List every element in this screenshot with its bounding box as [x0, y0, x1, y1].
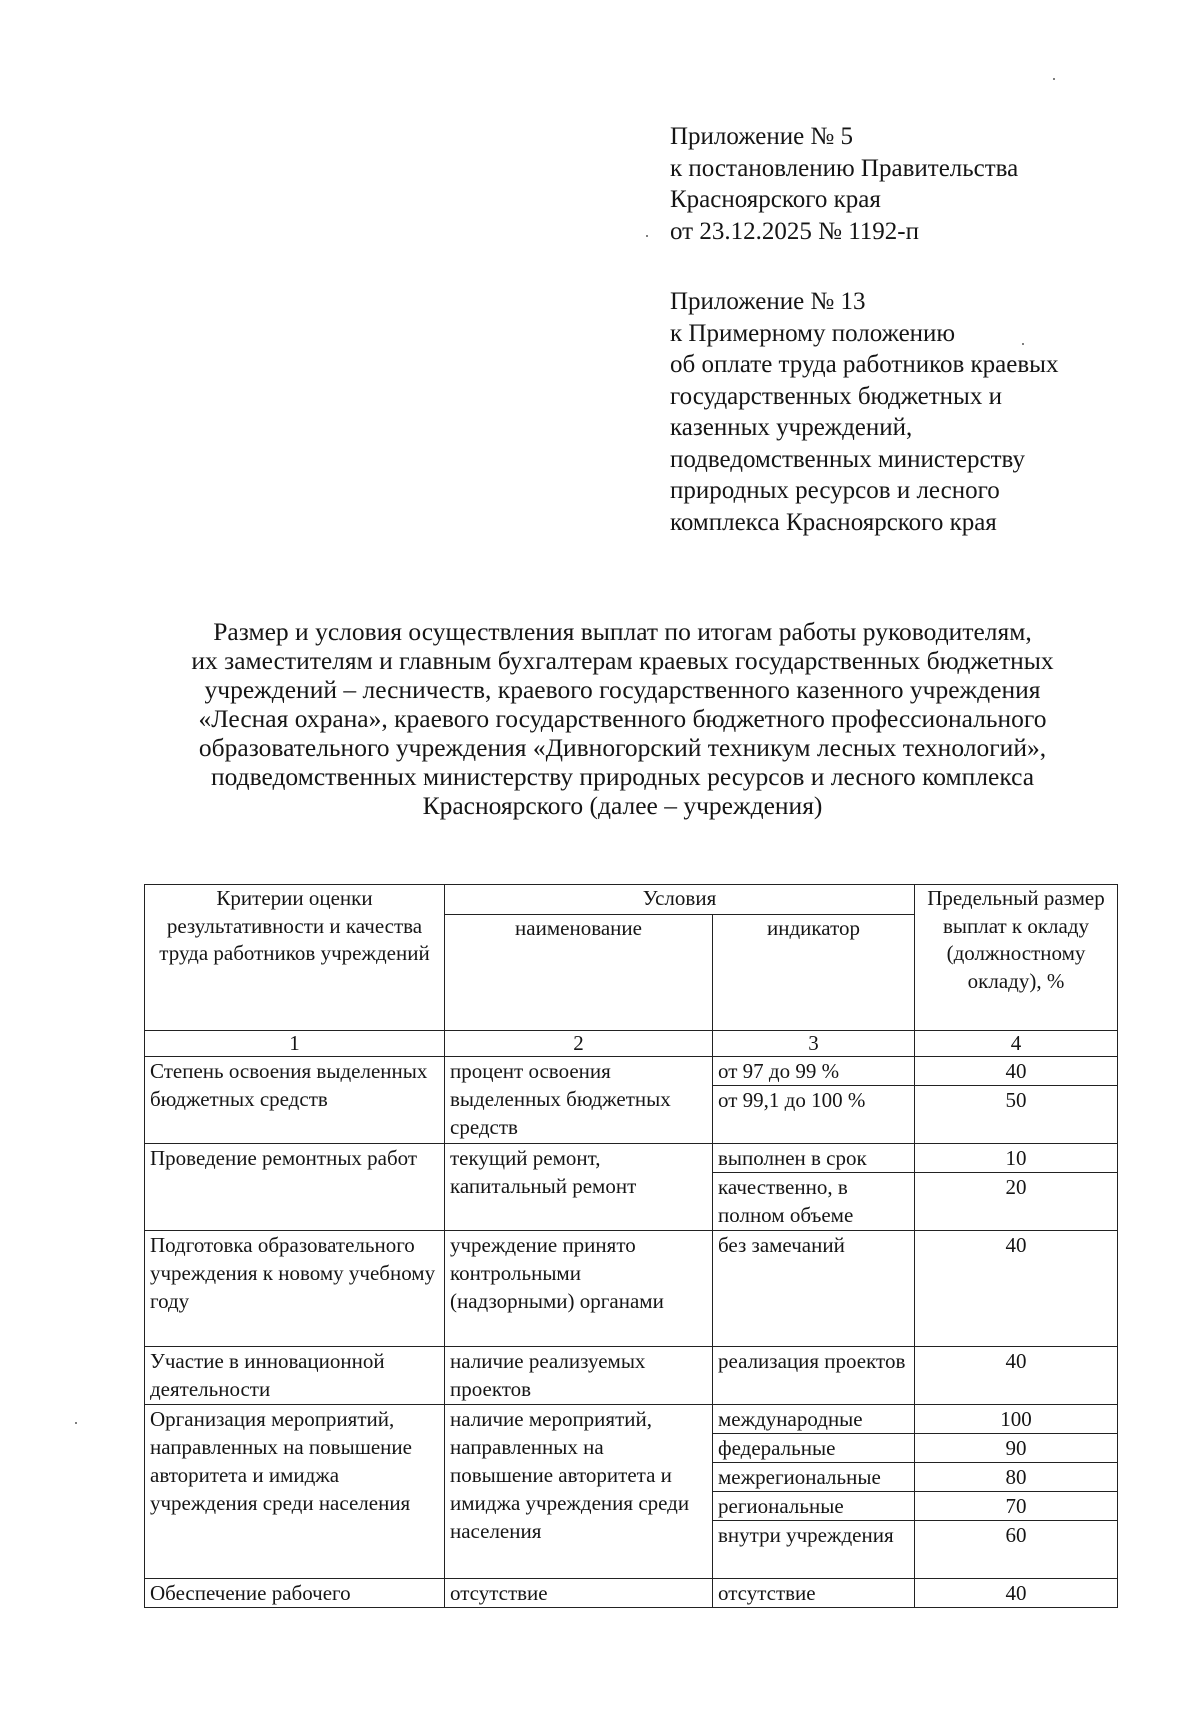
value-cell: 20: [915, 1173, 1118, 1231]
document-title: [130, 617, 1115, 820]
value-cell: 40: [915, 1347, 1118, 1405]
criterion-cell: Организация мероприятий, направленных на повышение авторитета и имиджа учреждения среди населения: [145, 1405, 445, 1579]
header-indicator: индикатор: [713, 915, 915, 1031]
appendix-13-line: подведомственных министерству: [670, 445, 1025, 473]
criterion-cell: Проведение ремонтных работ: [145, 1144, 445, 1231]
value-cell: 90: [915, 1434, 1118, 1463]
header-conditions: Условия: [445, 885, 915, 915]
indicator-cell: международные: [713, 1405, 915, 1434]
indicator-cell: качественно, в полном объеме: [713, 1173, 915, 1231]
appendix-5-line: от 23.12.2025 № 1192-п: [670, 217, 919, 245]
table-row: [145, 1144, 1118, 1173]
scan-speck: [1053, 78, 1055, 80]
header-criteria: Критерии оценки результативности и качества труда работников учреждений: [145, 885, 445, 1031]
scan-speck: [75, 1422, 77, 1424]
table-row: [145, 1347, 1118, 1405]
indicator-cell: от 99,1 до 100 %: [713, 1086, 915, 1144]
indicator-cell: без замечаний: [713, 1231, 915, 1347]
criteria-table: [144, 884, 1118, 1608]
appendix-13-line: к Примерному положению: [670, 319, 956, 347]
column-number: 3: [713, 1031, 915, 1057]
title-line: Размер и условия осуществления выплат по итогам работы руководителям,: [213, 617, 1032, 646]
criterion-cell: Участие в инновационной деятельности: [145, 1347, 445, 1405]
value-cell: 40: [915, 1579, 1118, 1608]
condition-cell: учреждение принято контрольными (надзорными) органами: [445, 1231, 713, 1347]
table-row: [145, 1057, 1118, 1086]
scan-speck: [1022, 343, 1024, 345]
column-numbers-row: [145, 1031, 1118, 1057]
indicator-cell: отсутствие: [713, 1579, 915, 1608]
column-number: 4: [915, 1031, 1118, 1057]
value-cell: 40: [915, 1057, 1118, 1086]
title-line: «Лесная охрана», краевого государственного бюджетного профессионального: [198, 704, 1047, 733]
column-number: 1: [145, 1031, 445, 1057]
appendix-13-line: государственных бюджетных и: [670, 382, 1002, 410]
condition-cell: наличие реализуемых проектов: [445, 1347, 713, 1405]
appendix-13-line: казенных учреждений,: [670, 414, 913, 441]
title-line: учреждений – лесничеств, краевого государственного казенного учреждения: [204, 675, 1041, 704]
title-line: Красноярского (далее – учреждения): [422, 791, 823, 820]
appendix-5-line: Красноярского края: [670, 186, 881, 213]
title-line: образовательного учреждения «Дивногорский техникум лесных технологий»,: [198, 733, 1047, 762]
title-line: подведомственных министерству природных ресурсов и лесного комплекса: [210, 762, 1035, 791]
appendix-13-block: [670, 286, 1058, 538]
column-number: 2: [445, 1031, 713, 1057]
condition-cell: наличие мероприятий, направленных на повышение авторитета и имиджа учреждения среди населения: [445, 1405, 713, 1579]
condition-cell: отсутствие: [445, 1579, 713, 1608]
indicator-cell: реализация проектов: [713, 1347, 915, 1405]
table-row: [145, 1405, 1118, 1434]
header-name: наименование: [445, 915, 713, 1031]
criterion-cell: Степень освоения выделенных бюджетных средств: [145, 1057, 445, 1144]
criterion-cell: Подготовка образовательного учреждения к новому учебному году: [145, 1231, 445, 1347]
appendix-5-line: к постановлению Правительства: [670, 154, 1019, 182]
appendix-13-line: природных ресурсов и лесного: [670, 477, 1000, 504]
indicator-cell: межрегиональные: [713, 1463, 915, 1492]
value-cell: 10: [915, 1144, 1118, 1173]
criterion-cell: Обеспечение рабочего: [145, 1579, 445, 1608]
value-cell: 50: [915, 1086, 1118, 1144]
value-cell: 80: [915, 1463, 1118, 1492]
value-cell: 40: [915, 1231, 1118, 1347]
table-row: [145, 1579, 1118, 1608]
indicator-cell: федеральные: [713, 1434, 915, 1463]
indicator-cell: региональные: [713, 1492, 915, 1521]
header-row: [145, 885, 1118, 915]
value-cell: 70: [915, 1492, 1118, 1521]
value-cell: 100: [915, 1405, 1118, 1434]
table-row: [145, 1231, 1118, 1347]
indicator-cell: выполнен в срок: [713, 1144, 915, 1173]
value-cell: 60: [915, 1521, 1118, 1579]
condition-cell: процент освоения выделенных бюджетных средств: [445, 1057, 713, 1144]
indicator-cell: от 97 до 99 %: [713, 1057, 915, 1086]
appendix-13-line: комплекса Красноярского края: [670, 508, 997, 536]
title-line: их заместителям и главным бухгалтерам краевых государственных бюджетных: [191, 646, 1054, 675]
appendix-5-block: [670, 121, 1018, 247]
appendix-5-line: Приложение № 5: [670, 123, 854, 150]
header-max-payment: Предельный размер выплат к окладу (должностному окладу), %: [915, 885, 1118, 1031]
indicator-cell: внутри учреждения: [713, 1521, 915, 1579]
appendix-13-line: Приложение № 13: [670, 288, 866, 315]
condition-cell: текущий ремонт, капитальный ремонт: [445, 1144, 713, 1231]
appendix-13-line: об оплате труда работников краевых: [670, 351, 1059, 378]
scan-speck: [646, 235, 648, 237]
